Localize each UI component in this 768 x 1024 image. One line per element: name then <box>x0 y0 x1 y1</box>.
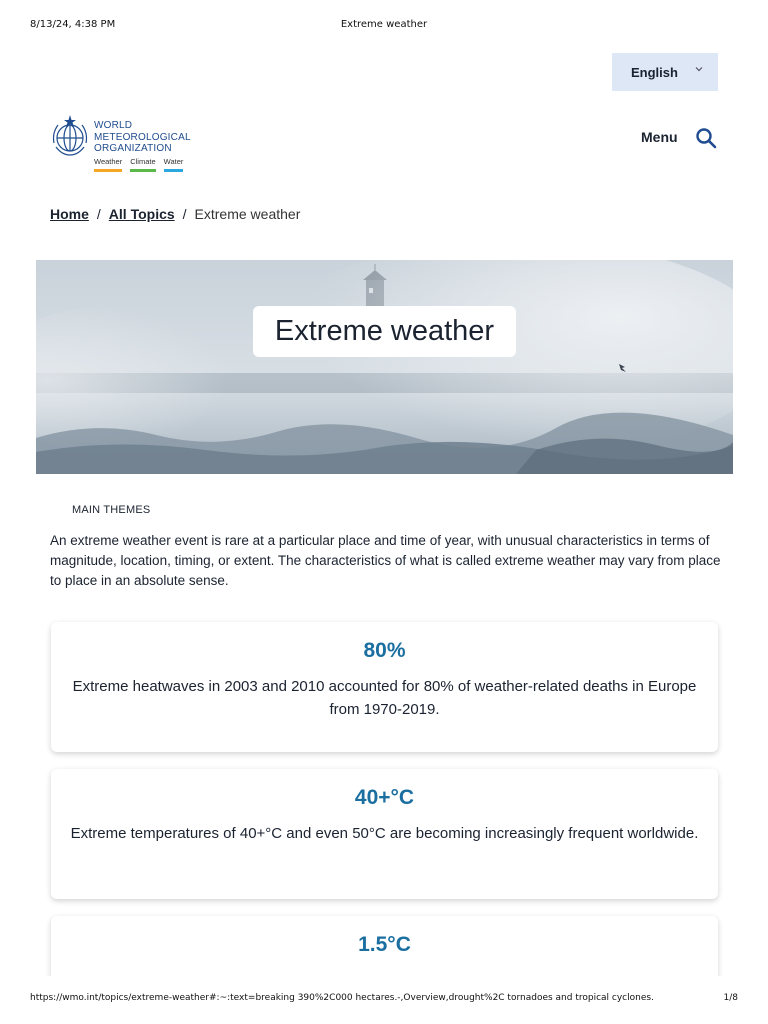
print-title: Extreme weather <box>340 19 428 30</box>
tag-climate: Climate <box>130 157 155 172</box>
organization-name: WORLD METEOROLOGICAL ORGANIZATION <box>94 120 191 154</box>
intro-paragraph: An extreme weather event is rare at a particular place and time of year, with unusual characteristics in terms of magnitude, location, timing, or extent. The characteristics of what is called extreme weather may vary from place to place in an absolute sense. <box>50 533 721 588</box>
logo-tags <box>94 157 183 172</box>
tag-weather: Weather <box>94 157 122 172</box>
stat-value: 80% <box>363 639 406 662</box>
stat-description: Extreme temperatures of 40+°C and even 50°C are becoming increasingly frequent worldwide. <box>70 825 699 842</box>
tag-weather-bar <box>94 169 122 172</box>
main-themes-label: MAIN THEMES <box>72 504 151 516</box>
stormy-sea-lighthouse-image <box>36 260 733 474</box>
tag-climate-bar <box>130 169 155 172</box>
print-url: https://wmo.int/topics/extreme-weather#:~:text=breaking 390%2C000 hectares.-,Overview,drought%2C tornadoes and tropical cyclones. <box>30 993 654 1003</box>
print-footer <box>0 976 768 1024</box>
breadcrumb-separator: / <box>182 206 187 222</box>
language-selected-value: English <box>631 64 678 80</box>
breadcrumb-separator: / <box>96 206 101 222</box>
chevron-down-icon <box>694 64 704 74</box>
wmo-logo[interactable] <box>50 113 200 175</box>
stat-value: 40+°C <box>354 786 415 809</box>
print-date: 8/13/24, 4:38 PM <box>30 19 116 30</box>
hero-title: Extreme weather <box>253 306 516 357</box>
breadcrumb-current: Extreme weather <box>194 206 301 222</box>
hero-image <box>36 260 733 474</box>
stat-card <box>51 622 718 752</box>
stat-card <box>51 769 718 899</box>
wmo-globe-emblem-icon <box>50 113 90 159</box>
tag-water: Water <box>164 157 184 172</box>
tag-water-bar <box>164 169 184 172</box>
search-icon[interactable] <box>695 127 717 149</box>
breadcrumb-all-topics-link[interactable]: All Topics <box>108 206 175 222</box>
print-page-number: 1/8 <box>723 993 738 1003</box>
menu-button[interactable]: Menu <box>641 129 678 145</box>
language-selector[interactable] <box>612 53 718 91</box>
stat-description: Extreme heatwaves in 2003 and 2010 accounted for 80% of weather-related deaths in Europe from 1970-2019. <box>72 678 697 718</box>
stat-value: 1.5°C <box>358 933 411 956</box>
breadcrumb <box>50 206 300 222</box>
breadcrumb-home-link[interactable]: Home <box>50 206 89 222</box>
